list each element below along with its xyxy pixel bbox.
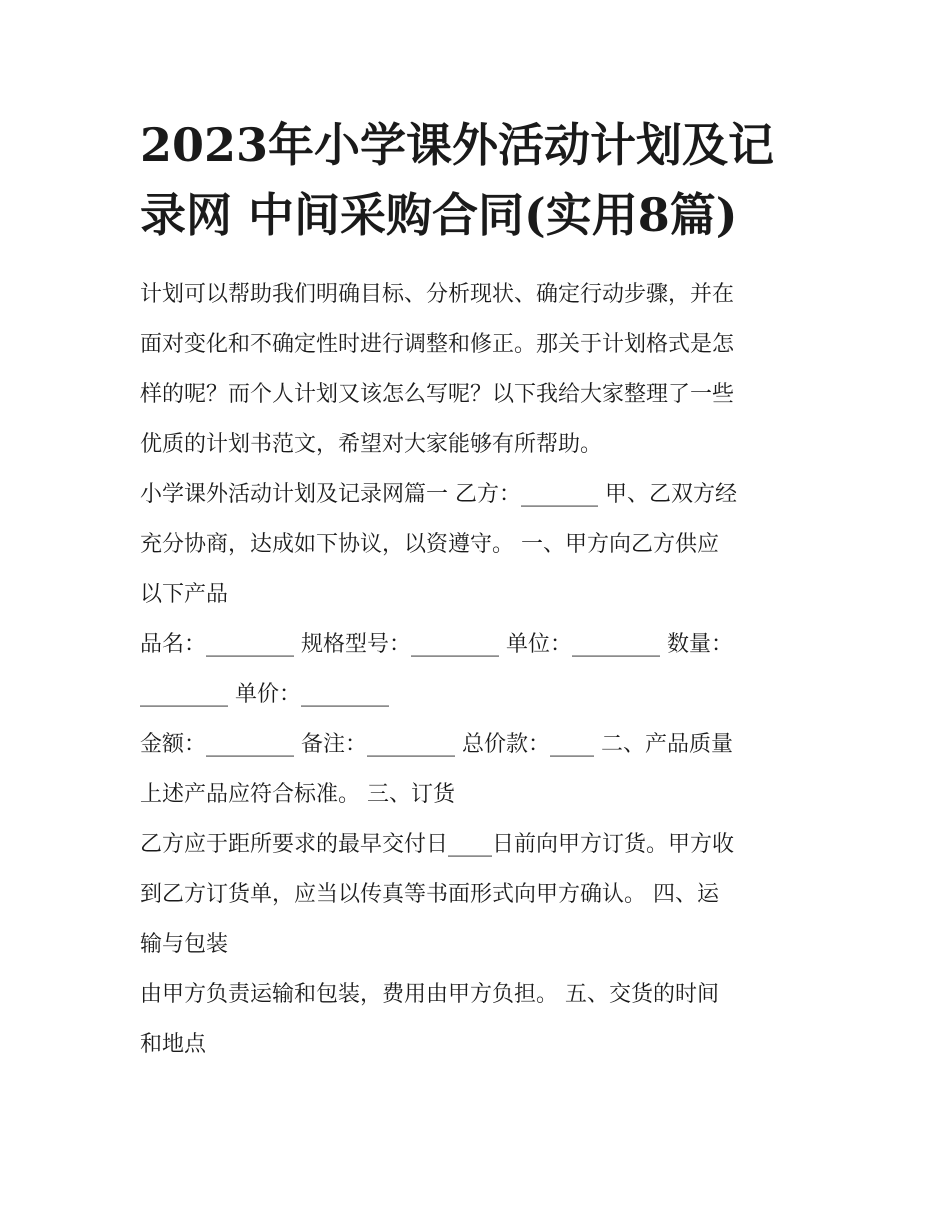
title-line: 录网 中间采购合同(实用8篇)	[140, 188, 738, 242]
text-line: 样的呢？而个人计划又该怎么写呢？以下我给大家整理了一些	[140, 382, 735, 407]
text-line: 计划可以帮助我们明确目标、分析现状、确定行动步骤，并在	[140, 282, 735, 307]
text-line: 面对变化和不确定性时进行调整和修正。那关于计划格式是怎	[140, 332, 735, 357]
text-line: ________ 单价：________	[140, 682, 389, 707]
paragraph-contract-intro	[140, 470, 820, 620]
paragraph-delivery	[140, 970, 820, 1070]
document-title	[140, 110, 820, 250]
text-line: 和地点	[140, 1032, 207, 1057]
paragraph-product-fields	[140, 620, 820, 720]
paragraph-amount-quality	[140, 720, 820, 820]
paragraph-intro	[140, 270, 820, 470]
text-line: 以下产品	[140, 582, 229, 607]
paragraph-ordering	[140, 820, 820, 970]
text-line: 优质的计划书范文，希望对大家能够有所帮助。	[140, 432, 603, 457]
title-line: 2023年小学课外活动计划及记	[140, 118, 775, 172]
text-line: 充分协商，达成如下协议，以资遵守。 一、甲方向乙方供应	[140, 532, 719, 557]
text-line: 输与包装	[140, 932, 229, 957]
text-line: 乙方应于距所要求的最早交付日____日前向甲方订货。甲方收	[140, 832, 735, 857]
text-line: 到乙方订货单，应当以传真等书面形式向甲方确认。 四、运	[140, 882, 719, 907]
text-line: 由甲方负责运输和包装，费用由甲方负担。 五、交货的时间	[140, 982, 719, 1007]
text-line: 金额：________ 备注：________ 总价款：____ 二、产品质量	[140, 732, 733, 757]
text-line: 上述产品应符合标准。 三、订货	[140, 782, 455, 807]
text-line: 小学课外活动计划及记录网篇一 乙方：_______ 甲、乙双方经	[140, 482, 737, 507]
document-body	[140, 110, 820, 1070]
text-line: 品名：________ 规格型号：________ 单位：________ 数量：	[140, 632, 733, 657]
